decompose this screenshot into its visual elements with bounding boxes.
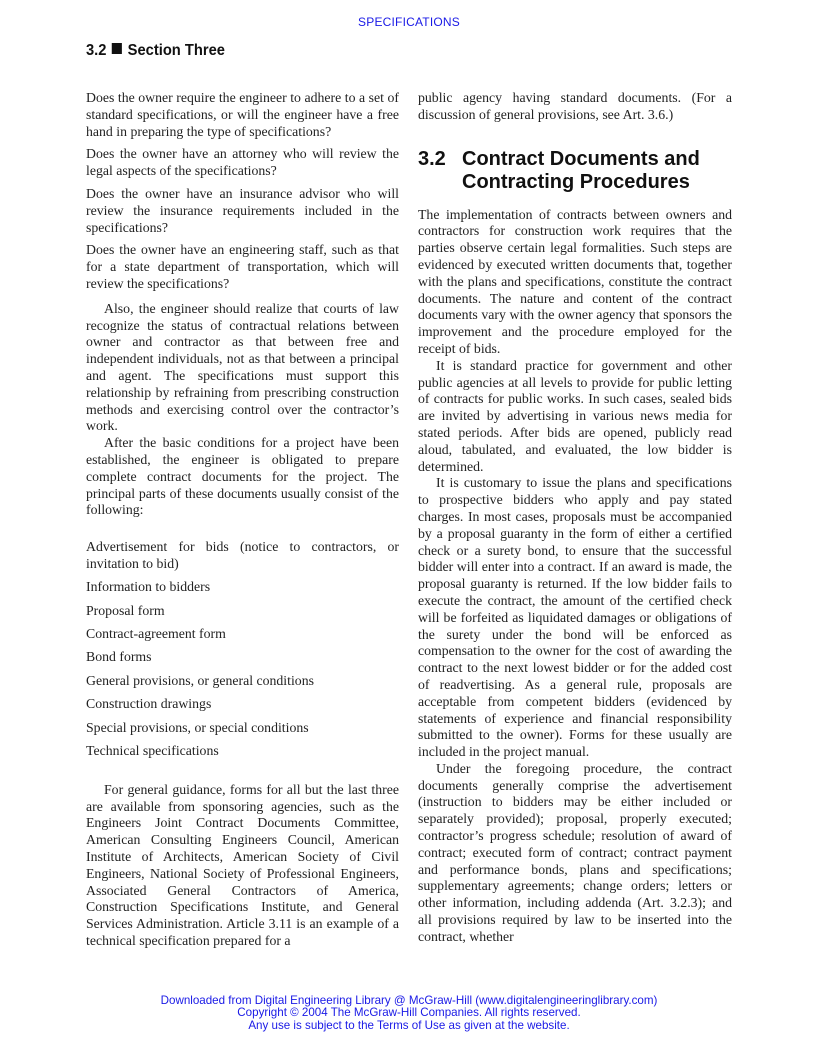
list-item: Special provisions, or special conditions — [86, 719, 309, 735]
question-paragraph: Does the owner have an attorney who will review the legal aspects of the specifications? — [86, 146, 399, 179]
courts-paragraph: Also, the engineer should realize that courts of law recognize the status of contractual relations between owner and contractor as that between free and independent individuals, not as that between a principal and agent. The specifications must support this relationship by refraining from prescribing construction methods and exercising control over the contractor’s work. — [86, 300, 399, 434]
section-heading — [418, 148, 732, 194]
list-item: Technical specifications — [86, 743, 219, 759]
question-paragraph: Does the owner require the engineer to adhere to a set of standard specifications, or will the engineer have a free hand in preparing the type of specifications? — [86, 90, 399, 139]
section-heading-title: Contract Documents and Contracting Procedures — [462, 147, 700, 193]
question-paragraph: Does the owner have an engineering staff, such as that for a state department of transportation, which will review the specifications? — [86, 242, 399, 291]
list-item: Construction drawings — [86, 696, 212, 712]
footer-terms-link[interactable]: Any use is subject to the Terms of Use as given at the website. — [248, 1018, 570, 1032]
running-head-title: Section Three — [127, 42, 225, 59]
guidance-paragraph: For general guidance, forms for all but the last three are available from sponsoring agencies, such as the Engineers Joint Contract Documents Committee, American Consulting Engineers Council, American Institute of Architects, American Society of Civil Engineers, National Society of Professional Engineers, Associated General Contractors of America, Construction Specifications Institute, and General Services Administration. Article 3.11 is an example of a technical specification prepared for a — [86, 781, 399, 949]
footer — [0, 995, 818, 1032]
section-heading-number: 3.2 — [418, 147, 446, 170]
list-item: Advertisement for bids (notice to contractors, or invitation to bid) — [86, 539, 399, 571]
continuation-paragraph: public agency having standard documents. (For a discussion of general provisions, see Art. 3.6.) — [418, 90, 732, 122]
list-item: Contract-agreement form — [86, 626, 226, 642]
left-column — [86, 90, 399, 950]
list-item: Bond forms — [86, 649, 152, 665]
top-specifications-link[interactable]: SPECIFICATIONS — [358, 15, 460, 29]
customary-paragraph: It is customary to issue the plans and specifications to prospective bidders who apply and pay stated charges. In most cases, proposals must be accompanied by a proposal guaranty in the form of either a certified check or a surety bond, to ensure that the successful bidder will enter into a contract. If an award is made, the proposal guaranty is returned. If the low bidder fails to execute the contract, the amount of the certified check will be forfeited as liquidated damages or obligations of the surety under the bond will be enforced as compensation to the owner for the cost of awarding the contract to the next lowest bidder or for the added cost of readvertising. As a general rule, proposals are acceptable from competent bidders (evidenced by statements of experience and financial responsibility submitted to the owner). Forms for these usually are included in the project manual. — [418, 475, 732, 760]
contract-document-parts-list — [86, 539, 399, 760]
list-item: General provisions, or general conditions — [86, 672, 314, 688]
conditions-paragraph: After the basic conditions for a project have been established, the engineer is obligated to prepare complete contract documents for the project. The principal parts of these documents usually consist of the following: — [86, 435, 399, 518]
list-item: Information to bidders — [86, 579, 211, 595]
running-head-number: 3.2 — [86, 42, 107, 59]
foregoing-paragraph: Under the foregoing procedure, the contract documents generally comprise the advertisement (instruction to bidders may be either included or separately provided); proposal, properly executed; contractor’s progress schedule; resolution of award of contract; executed form of contract; contract payment and performance bonds, plans and specifications; supplementary agreements; change orders; letters or other information, including addenda (Art. 3.2.3); and all provisions required by law to be inserted into the contract, whether — [418, 760, 732, 944]
right-column — [418, 90, 732, 946]
footer-download-link[interactable]: Downloaded from Digital Engineering Library @ McGraw-Hill (www.digitalengineeringlibrary.com) — [160, 994, 658, 1007]
running-head — [86, 42, 225, 60]
list-item: Proposal form — [86, 602, 165, 618]
square-bullet-icon — [112, 43, 122, 54]
standard-practice-paragraph: It is standard practice for government and other public agencies at all levels to provide for public letting of contracts for public works. In such cases, sealed bids are invited by advertising in various news media for stated periods. After bids are opened, publicly read aloud, tabulated, and evaluated, the low bidder is determined. — [418, 357, 732, 474]
question-paragraph: Does the owner have an insurance advisor who will review the insurance requirements included in the specifications? — [86, 185, 399, 235]
implementation-paragraph: The implementation of contracts between owners and contractors for construction work requires that the parties observe certain legal formalities. Such steps are evidenced by executed written documents that, together with the plans and specifications, constitute the contract documents. The nature and content of the contract documents vary with the owner agency that sponsors the improvement and the procedure employed for the receipt of bids. — [418, 206, 732, 356]
footer-copyright: Copyright © 2004 The McGraw-Hill Companies. All rights reserved. — [237, 1006, 581, 1020]
